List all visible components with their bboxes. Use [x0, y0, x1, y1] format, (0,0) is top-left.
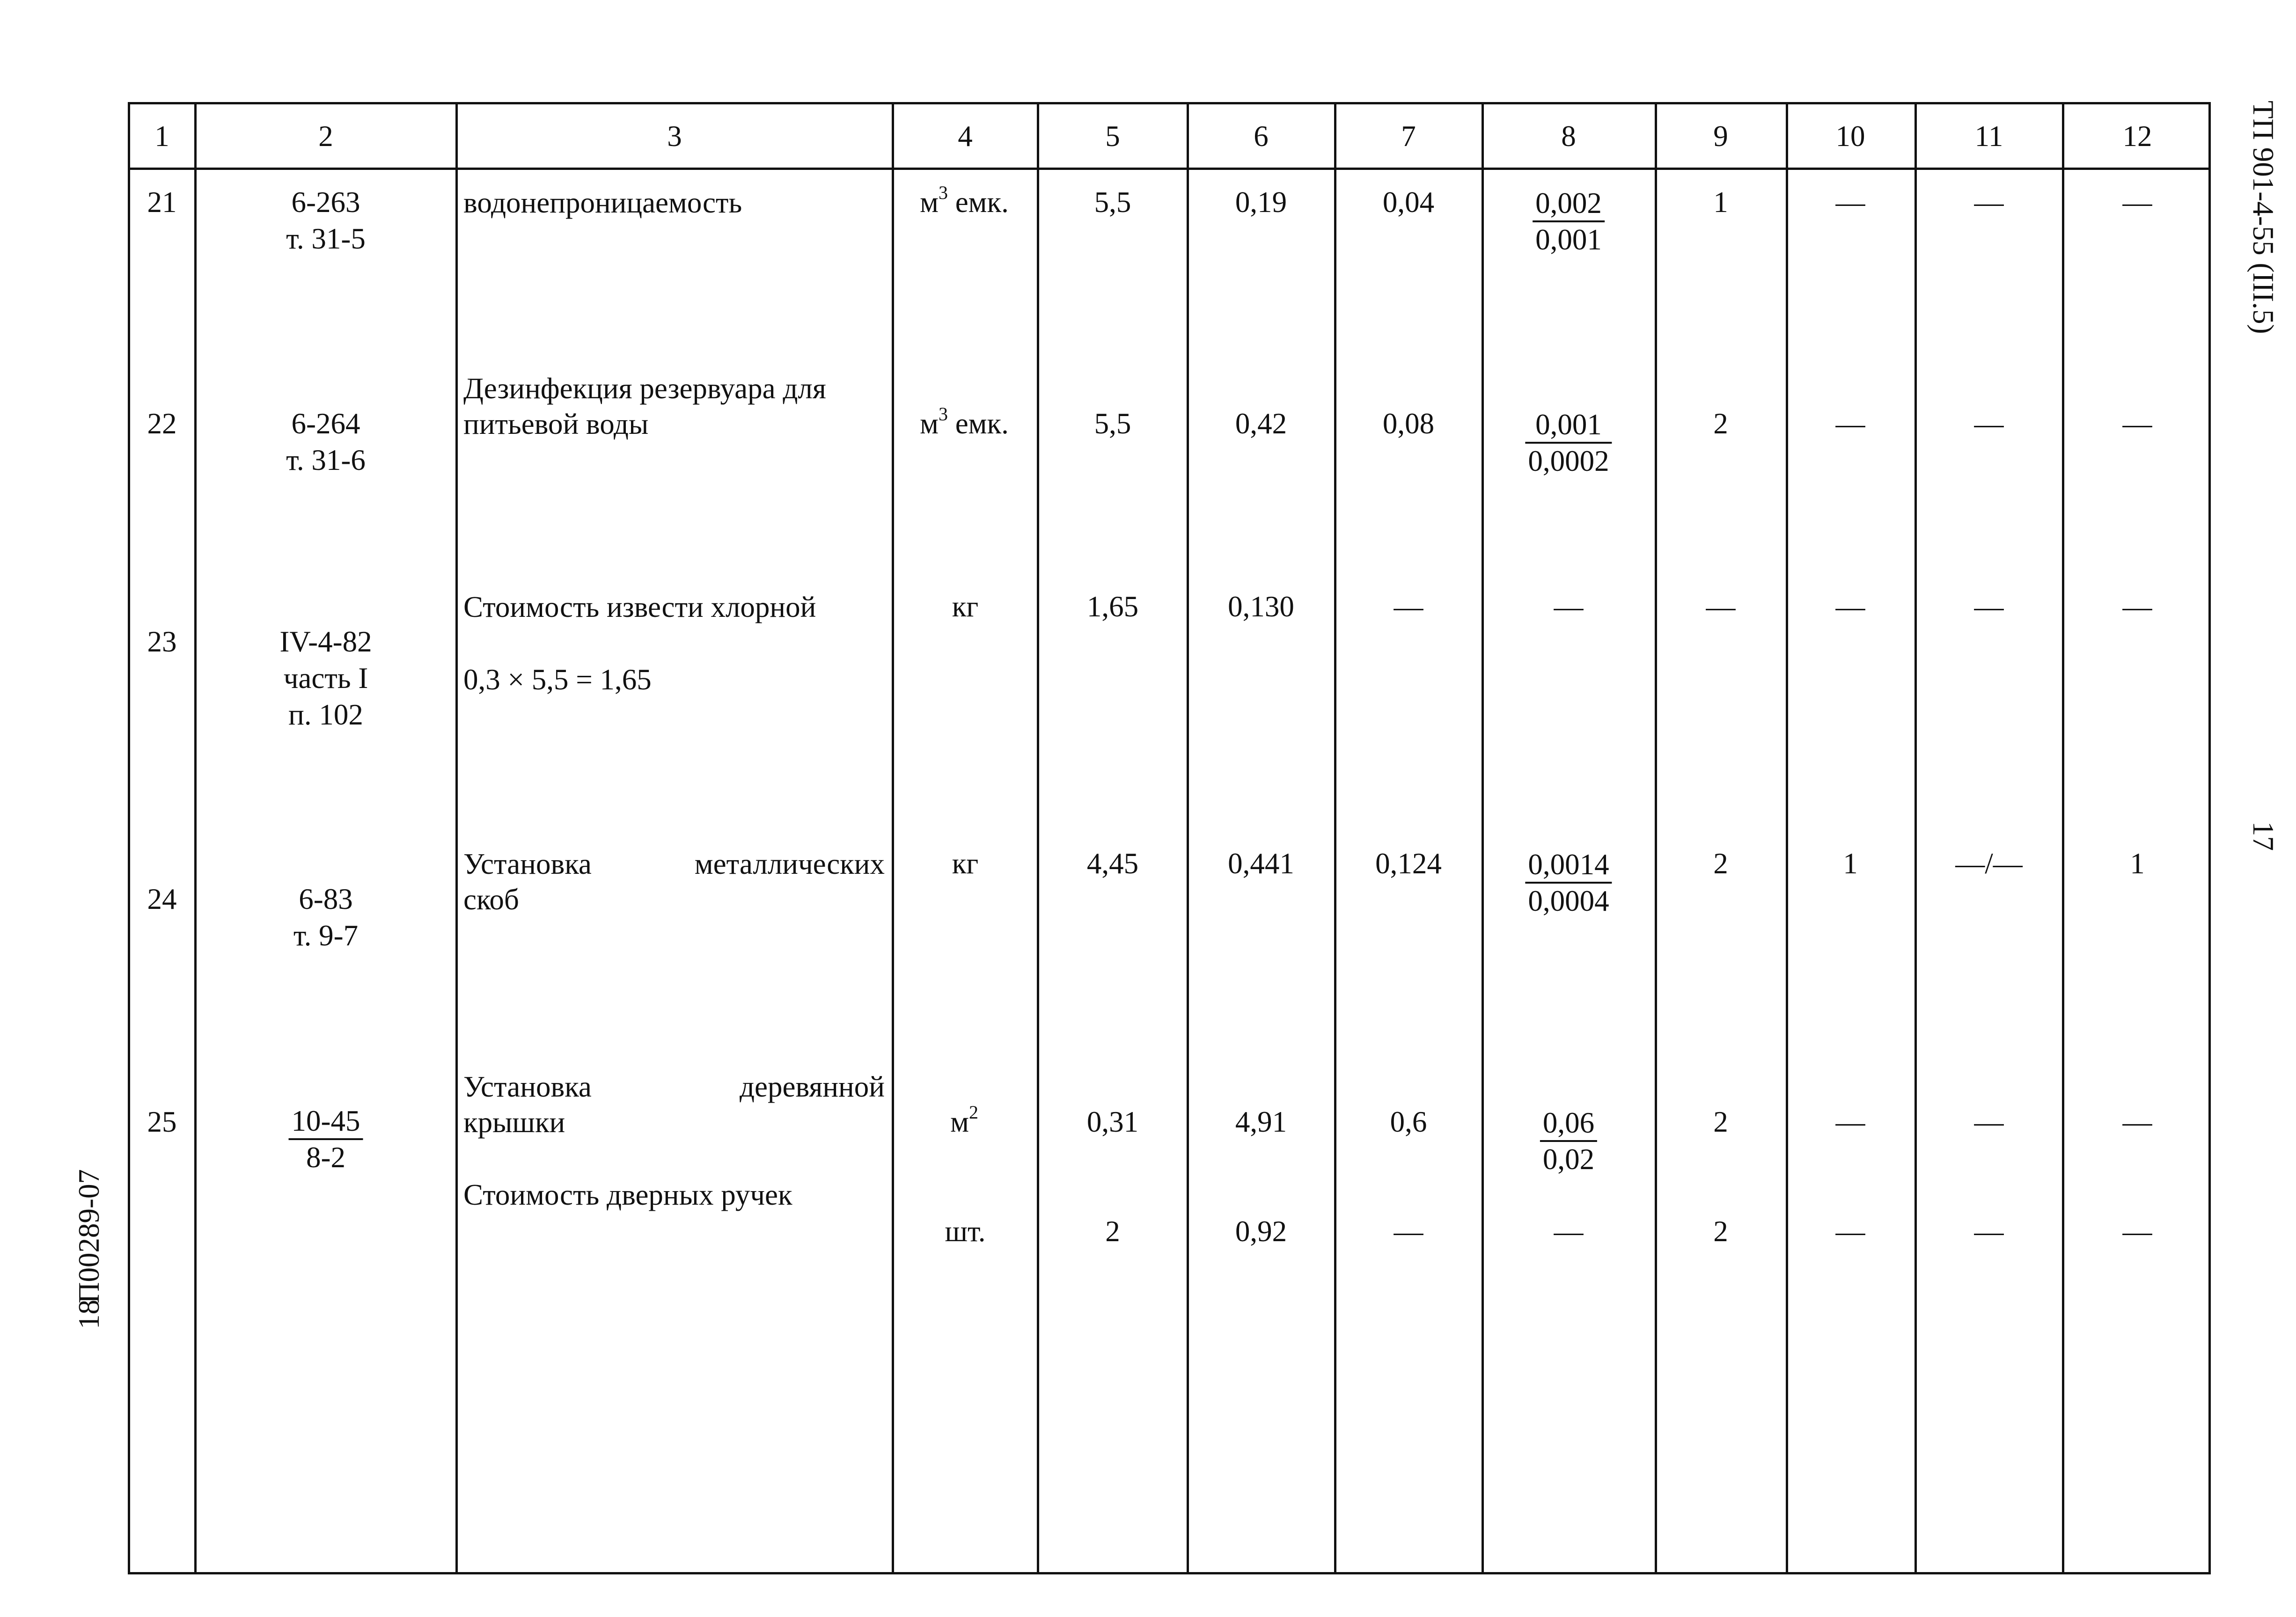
- col-11-value: —: [1974, 407, 2004, 440]
- header-cell: 10: [1835, 120, 1865, 153]
- col-12-value: —: [2122, 407, 2152, 440]
- work-description: крышки: [463, 1106, 565, 1139]
- work-description: [463, 845, 885, 883]
- quantity: 1,65: [1086, 590, 1139, 623]
- col-6-value: 0,92: [1235, 1215, 1287, 1248]
- row-number: 22: [147, 407, 177, 440]
- document-code: ТП 901-4-55 (III.5): [2247, 101, 2280, 334]
- column-divider: [2062, 102, 2064, 1574]
- column-divider: [1334, 102, 1336, 1574]
- row-number: 23: [147, 625, 177, 658]
- col-7-value: 0,08: [1382, 407, 1435, 440]
- header-cell: 11: [1974, 120, 2003, 153]
- quantity: 2: [1105, 1215, 1120, 1248]
- col-12-value: —: [2122, 1215, 2152, 1248]
- col-6-value: 0,130: [1228, 590, 1294, 623]
- norm-code: 6-263: [291, 186, 360, 219]
- quantity: 0,31: [1086, 1105, 1139, 1138]
- norm-table: т. 31-5: [286, 222, 366, 255]
- row-number: 25: [147, 1105, 177, 1138]
- work-description: Дезинфекция резервуара для: [463, 372, 826, 405]
- col-11-value: —/—: [1955, 847, 2023, 880]
- col-11-value: —: [1974, 1105, 2004, 1138]
- col-8-fraction: $\frac{0,06}{0,02}$: [1540, 1105, 1597, 1177]
- table-frame: [128, 102, 2211, 1574]
- header-cell: 8: [1561, 120, 1576, 153]
- col-7-value: —: [1394, 1215, 1423, 1248]
- col-7-value: 0,124: [1375, 847, 1442, 880]
- header-cell: 3: [667, 120, 682, 153]
- col-8-fraction: $\frac{0,001}{0,0002}$: [1525, 407, 1612, 478]
- column-divider: [455, 102, 458, 1574]
- header-separator: [128, 168, 2211, 170]
- col-8-fraction: $\frac{0,0014}{0,0004}$: [1525, 847, 1612, 918]
- quantity: 5,5: [1094, 186, 1131, 219]
- header-cell: 2: [318, 120, 333, 153]
- col-9-value: 1: [1713, 186, 1728, 219]
- header-cell: 5: [1105, 120, 1120, 153]
- col-10-value: —: [1835, 590, 1865, 623]
- header-cell: 6: [1254, 120, 1269, 153]
- unit: $м^3$ емк.: [920, 182, 1009, 219]
- column-divider: [1037, 102, 1039, 1574]
- header-cell: 1: [154, 120, 169, 153]
- col-8-fraction: $\frac{0,002}{0,001}$: [1533, 186, 1605, 257]
- column-divider: [1655, 102, 1657, 1574]
- norm-code-fraction: $\frac{10-45}{8-2}$: [289, 1104, 363, 1175]
- work-description: Стоимость извести хлорной: [463, 591, 816, 623]
- norm-code: 6-83: [299, 883, 353, 915]
- page-number-right: 17: [2247, 821, 2280, 851]
- unit: $м^3$ емк.: [920, 403, 1009, 440]
- col-6-value: 0,19: [1235, 186, 1287, 219]
- col-10-value: —: [1835, 407, 1865, 440]
- quantity: 5,5: [1094, 407, 1131, 440]
- norm-clause: п. 102: [288, 698, 363, 731]
- col-12-value: —: [2122, 186, 2152, 219]
- col-12-value: —: [2122, 590, 2152, 623]
- column-divider: [892, 102, 894, 1574]
- col-6-value: 0,441: [1228, 847, 1294, 880]
- col-9-value: 2: [1713, 1215, 1728, 1248]
- col-6-value: 0,42: [1235, 407, 1287, 440]
- header-cell: 12: [2122, 120, 2152, 153]
- norm-table: т. 31-6: [286, 444, 366, 476]
- col-8-value: —: [1554, 1215, 1584, 1248]
- col-6-value: 4,91: [1235, 1105, 1287, 1138]
- col-9-value: 2: [1713, 847, 1728, 880]
- unit: кг: [952, 847, 979, 880]
- work-description: водонепроницаемость: [463, 186, 742, 219]
- col-10-value: —: [1835, 1105, 1865, 1138]
- col-10-value: 1: [1843, 847, 1858, 880]
- col-7-value: —: [1394, 590, 1423, 623]
- description-word: деревянной: [739, 1070, 885, 1103]
- unit: $м^2$: [950, 1102, 978, 1138]
- column-divider: [1187, 102, 1189, 1574]
- column-divider: [1482, 102, 1484, 1574]
- calculation-note: 0,3 × 5,5 = 1,65: [463, 663, 652, 696]
- col-10-value: —: [1835, 1215, 1865, 1248]
- col-9-value: —: [1706, 590, 1736, 623]
- left-code: П00289-07: [73, 1169, 105, 1303]
- col-11-value: —: [1974, 186, 2004, 219]
- row-number: 21: [147, 186, 177, 219]
- header-cell: 9: [1713, 120, 1728, 153]
- col-11-value: —: [1974, 1215, 2004, 1248]
- unit: шт.: [945, 1215, 986, 1248]
- header-cell: 7: [1401, 120, 1416, 153]
- quantity: 4,45: [1086, 847, 1139, 880]
- col-7-value: 0,04: [1382, 186, 1435, 219]
- norm-code: 6-264: [291, 407, 360, 440]
- description-word: Установка: [463, 848, 592, 880]
- column-divider: [1915, 102, 1917, 1574]
- column-divider: [1786, 102, 1788, 1574]
- norm-table: т. 9-7: [293, 919, 359, 952]
- col-12-value: 1: [2130, 847, 2145, 880]
- col-7-value: 0,6: [1390, 1105, 1427, 1138]
- work-description: [463, 1068, 885, 1105]
- work-description: скоб: [463, 883, 519, 916]
- norm-code: IV-4-82: [279, 625, 372, 658]
- work-description: питьевой воды: [463, 408, 649, 440]
- row-number: 24: [147, 883, 177, 915]
- unit: кг: [952, 590, 979, 623]
- work-description: Стоимость дверных ручек: [463, 1178, 792, 1211]
- col-9-value: 2: [1713, 1105, 1728, 1138]
- column-divider: [194, 102, 197, 1574]
- page-number-left: 18: [73, 1300, 105, 1329]
- description-word: Установка: [463, 1070, 592, 1103]
- header-cell: 4: [958, 120, 973, 153]
- col-9-value: 2: [1713, 407, 1728, 440]
- col-11-value: —: [1974, 590, 2004, 623]
- description-word: металлических: [694, 848, 885, 880]
- col-10-value: —: [1835, 186, 1865, 219]
- col-8-value: —: [1554, 590, 1584, 623]
- norm-part: часть I: [283, 662, 368, 695]
- col-12-value: —: [2122, 1105, 2152, 1138]
